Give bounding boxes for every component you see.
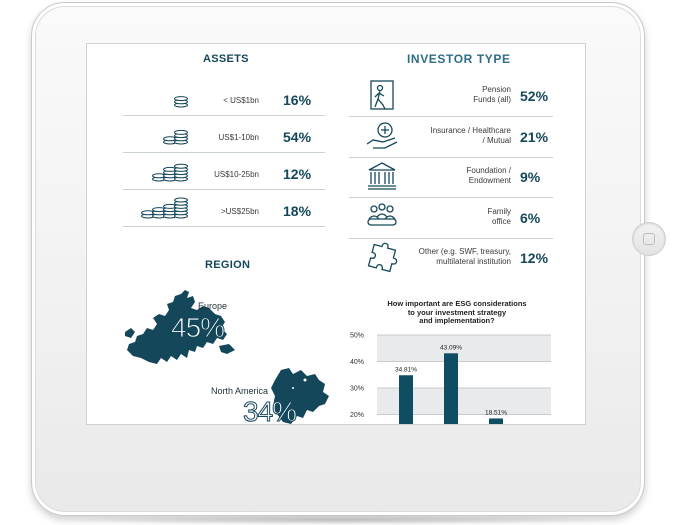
puzzle-piece-icon bbox=[365, 241, 399, 273]
chart-title-line-3: and implementation? bbox=[419, 316, 495, 325]
investor-type-label-line: / Mutual bbox=[482, 135, 511, 145]
bar-value-label: 34.81% bbox=[394, 366, 418, 374]
divider bbox=[123, 226, 325, 227]
investor-type-row-value: 12% bbox=[520, 250, 549, 266]
divider bbox=[123, 152, 325, 153]
investor-type-label-line: Pension bbox=[482, 85, 511, 94]
bar-value-label: 18.51% bbox=[484, 409, 508, 417]
bank-building-icon bbox=[365, 160, 399, 192]
divider bbox=[349, 116, 553, 117]
investor-type-label-line: Foundation / bbox=[466, 166, 511, 175]
investor-type-row-value: 52% bbox=[520, 88, 549, 104]
investor-type-label-line: Insurance / Healthcare bbox=[430, 125, 511, 135]
investor-type-row-label bbox=[405, 166, 511, 186]
bar bbox=[489, 418, 503, 425]
assets-row-value: 18% bbox=[283, 203, 312, 219]
coin-stack-4-icon bbox=[139, 194, 197, 220]
region-europe-label: Europe bbox=[198, 301, 228, 311]
assets-row-label: US$1-10bn bbox=[218, 133, 259, 142]
chart-title-line-1: How important are ESG considerations bbox=[387, 299, 527, 308]
y-tick-label: 20% bbox=[350, 412, 365, 419]
grid-band bbox=[377, 335, 551, 362]
chart-title bbox=[357, 300, 557, 326]
region-north-america-label: North America bbox=[211, 386, 269, 396]
region-europe-value: 45% bbox=[171, 312, 225, 343]
home-button[interactable] bbox=[632, 222, 666, 256]
assets-row-label: US$10-25bn bbox=[214, 170, 259, 179]
investor-type-label-line: multilateral institution bbox=[436, 257, 511, 266]
assets-row-value: 54% bbox=[283, 129, 312, 145]
region-title: REGION bbox=[205, 259, 251, 271]
investor-type-row-label bbox=[405, 126, 511, 146]
investor-type-row-label bbox=[405, 207, 511, 227]
investor-type-row-value: 9% bbox=[520, 169, 541, 185]
bar-value-label: 43.09% bbox=[439, 344, 463, 352]
family-table-icon bbox=[365, 201, 399, 233]
divider bbox=[349, 197, 553, 198]
assets-row-value: 16% bbox=[283, 92, 312, 108]
divider bbox=[123, 115, 325, 116]
investor-type-row-label bbox=[405, 85, 511, 105]
investor-type-label-line: Endowment bbox=[468, 176, 511, 185]
investor-type-label-line: Family bbox=[487, 206, 511, 216]
y-tick-label: 40% bbox=[350, 359, 365, 366]
coin-stack-1-icon bbox=[172, 83, 197, 109]
investor-type-row-value: 21% bbox=[520, 128, 549, 145]
investor-type-row-value: 6% bbox=[520, 209, 541, 226]
hand-cross-icon bbox=[365, 120, 399, 152]
investor-type-label-line: Other (e.g. SWF, treasury, bbox=[418, 247, 511, 256]
chart-title-line-2: to your investment strategy bbox=[407, 307, 507, 317]
investor-type-label-line: Funds (all) bbox=[473, 95, 511, 104]
investor-type-title: INVESTOR TYPE bbox=[407, 52, 511, 66]
divider bbox=[349, 238, 553, 239]
bar bbox=[399, 375, 413, 425]
divider bbox=[123, 189, 325, 190]
assets-title: ASSETS bbox=[203, 53, 249, 65]
door-person-icon bbox=[365, 79, 399, 111]
infographic-screen bbox=[86, 43, 586, 425]
assets-row-label: < US$1bn bbox=[223, 96, 259, 105]
coin-stack-3-icon bbox=[150, 157, 197, 183]
assets-row-label: >US$25bn bbox=[220, 207, 259, 216]
y-tick-label: 50% bbox=[350, 332, 365, 340]
divider bbox=[349, 157, 553, 158]
bar bbox=[444, 353, 458, 425]
coin-stack-2-icon bbox=[161, 120, 197, 146]
investor-type-row-label bbox=[405, 247, 511, 267]
investor-type-label-line: office bbox=[492, 216, 511, 226]
region-north-america-value: 34% bbox=[243, 396, 297, 425]
y-tick-label: 30% bbox=[350, 385, 365, 393]
esg-bar-chart bbox=[349, 329, 585, 425]
assets-row-value: 12% bbox=[283, 166, 312, 182]
